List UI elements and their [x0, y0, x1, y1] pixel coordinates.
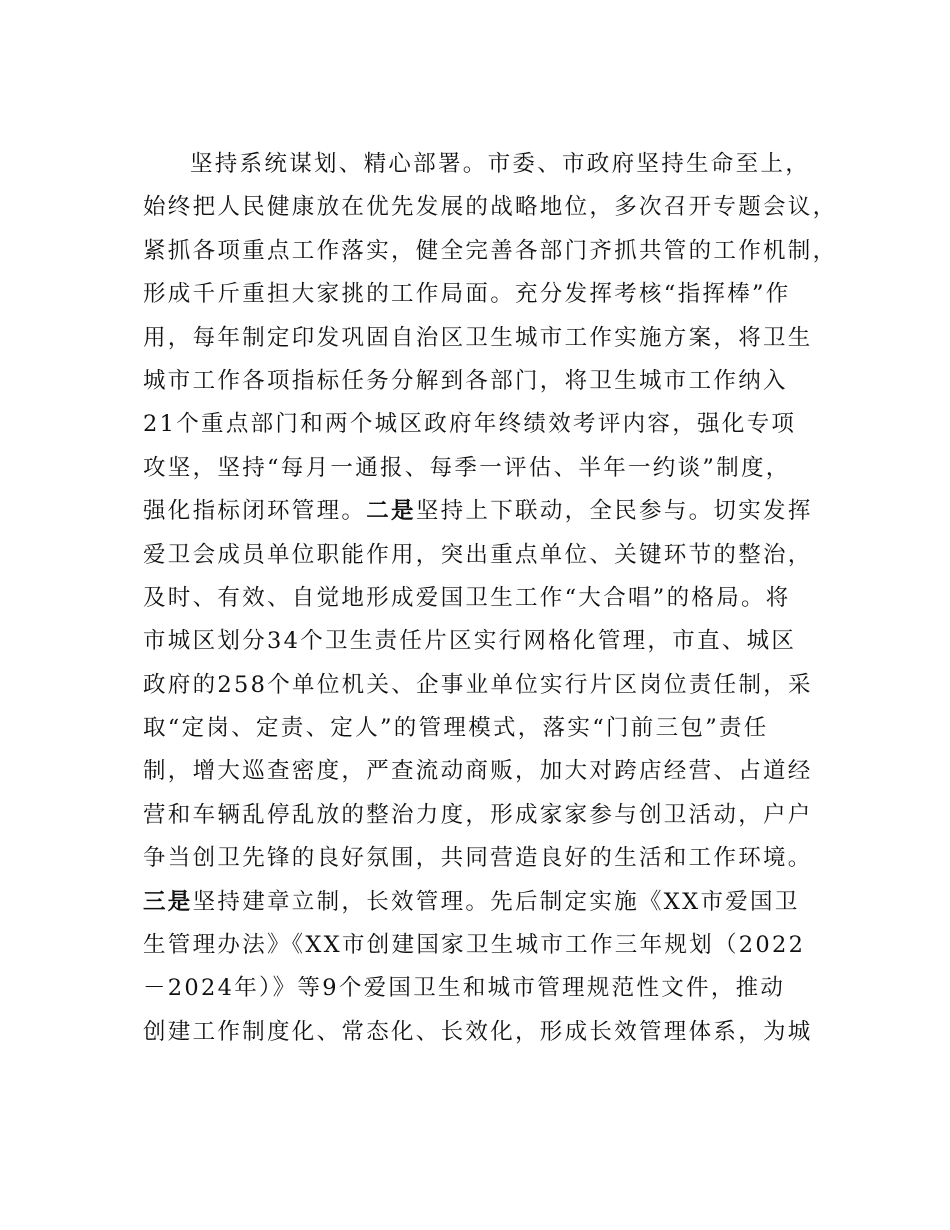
text-line: 市城区划分34个卫生责任片区实行网格化管理，市直、城区: [143, 628, 797, 655]
text-line: 用，每年制定印发巩固自治区卫生城市工作实施方案，将卫生: [143, 324, 813, 351]
body-paragraph: [143, 143, 843, 1054]
text-line: [143, 881, 843, 924]
text-line: 爱卫会成员单位职能作用，突出重点单位、关键环节的整治，: [143, 541, 813, 568]
text-segment: 强化指标闭环管理。: [143, 498, 367, 525]
text-line: 形成千斤重担大家挑的工作局面。充分发挥考核“指挥棒”作: [143, 281, 791, 308]
text-line: 生管理办法》《XX市创建国家卫生城市工作三年规划（2022: [143, 932, 806, 959]
text-line: 制，增大巡查密度，严查流动商贩，加大对跨店经营、占道经: [143, 758, 813, 785]
text-line: 创建工作制度化、常态化、长效化，形成长效管理体系，为城: [143, 1018, 813, 1045]
text-line: 攻坚，坚持“每月一通报、每季一评估、半年一约谈”制度，: [143, 454, 791, 481]
text-segment: 坚持建章立制，长效管理。先后制定实施《XX市爱国卫: [192, 888, 800, 915]
text-line: 争当创卫先锋的良好氛围，共同营造良好的生活和工作环境。: [143, 845, 813, 872]
text-line: 坚持系统谋划、精心部署。市委、市政府坚持生命至上，: [190, 151, 811, 177]
text-line: 营和车辆乱停乱放的整治力度，形成家家参与创卫活动，户户: [143, 801, 813, 828]
text-line: [143, 490, 843, 533]
section-marker-three: 三是: [143, 888, 193, 915]
text-line: 政府的258个单位机关、企事业单位实行片区岗位责任制，采: [143, 671, 813, 698]
text-line: 城市工作各项指标任务分解到各部门，将卫生城市工作纳入: [143, 367, 788, 394]
section-marker-two: 二是: [366, 498, 416, 525]
text-line: 紧抓各项重点工作落实，健全完善各部门齐抓共管的工作机制，: [143, 237, 838, 264]
text-segment: 坚持上下联动，全民参与。切实发挥: [415, 498, 813, 525]
text-line: 及时、有效、自觉地形成爱国卫生工作“大合唱”的格局。将: [143, 584, 791, 611]
text-line: 21个重点部门和两个城区政府年终绩效考评内容，强化专项: [143, 411, 797, 438]
text-line: 始终把人民健康放在优先发展的战略地位，多次召开专题会议，: [143, 194, 838, 221]
text-line: 取“定岗、定责、定人”的管理模式，落实“门前三包”责任: [143, 715, 769, 742]
text-line: －2024年）》等9个爱国卫生和城市管理规范性文件，推动: [143, 975, 786, 1002]
